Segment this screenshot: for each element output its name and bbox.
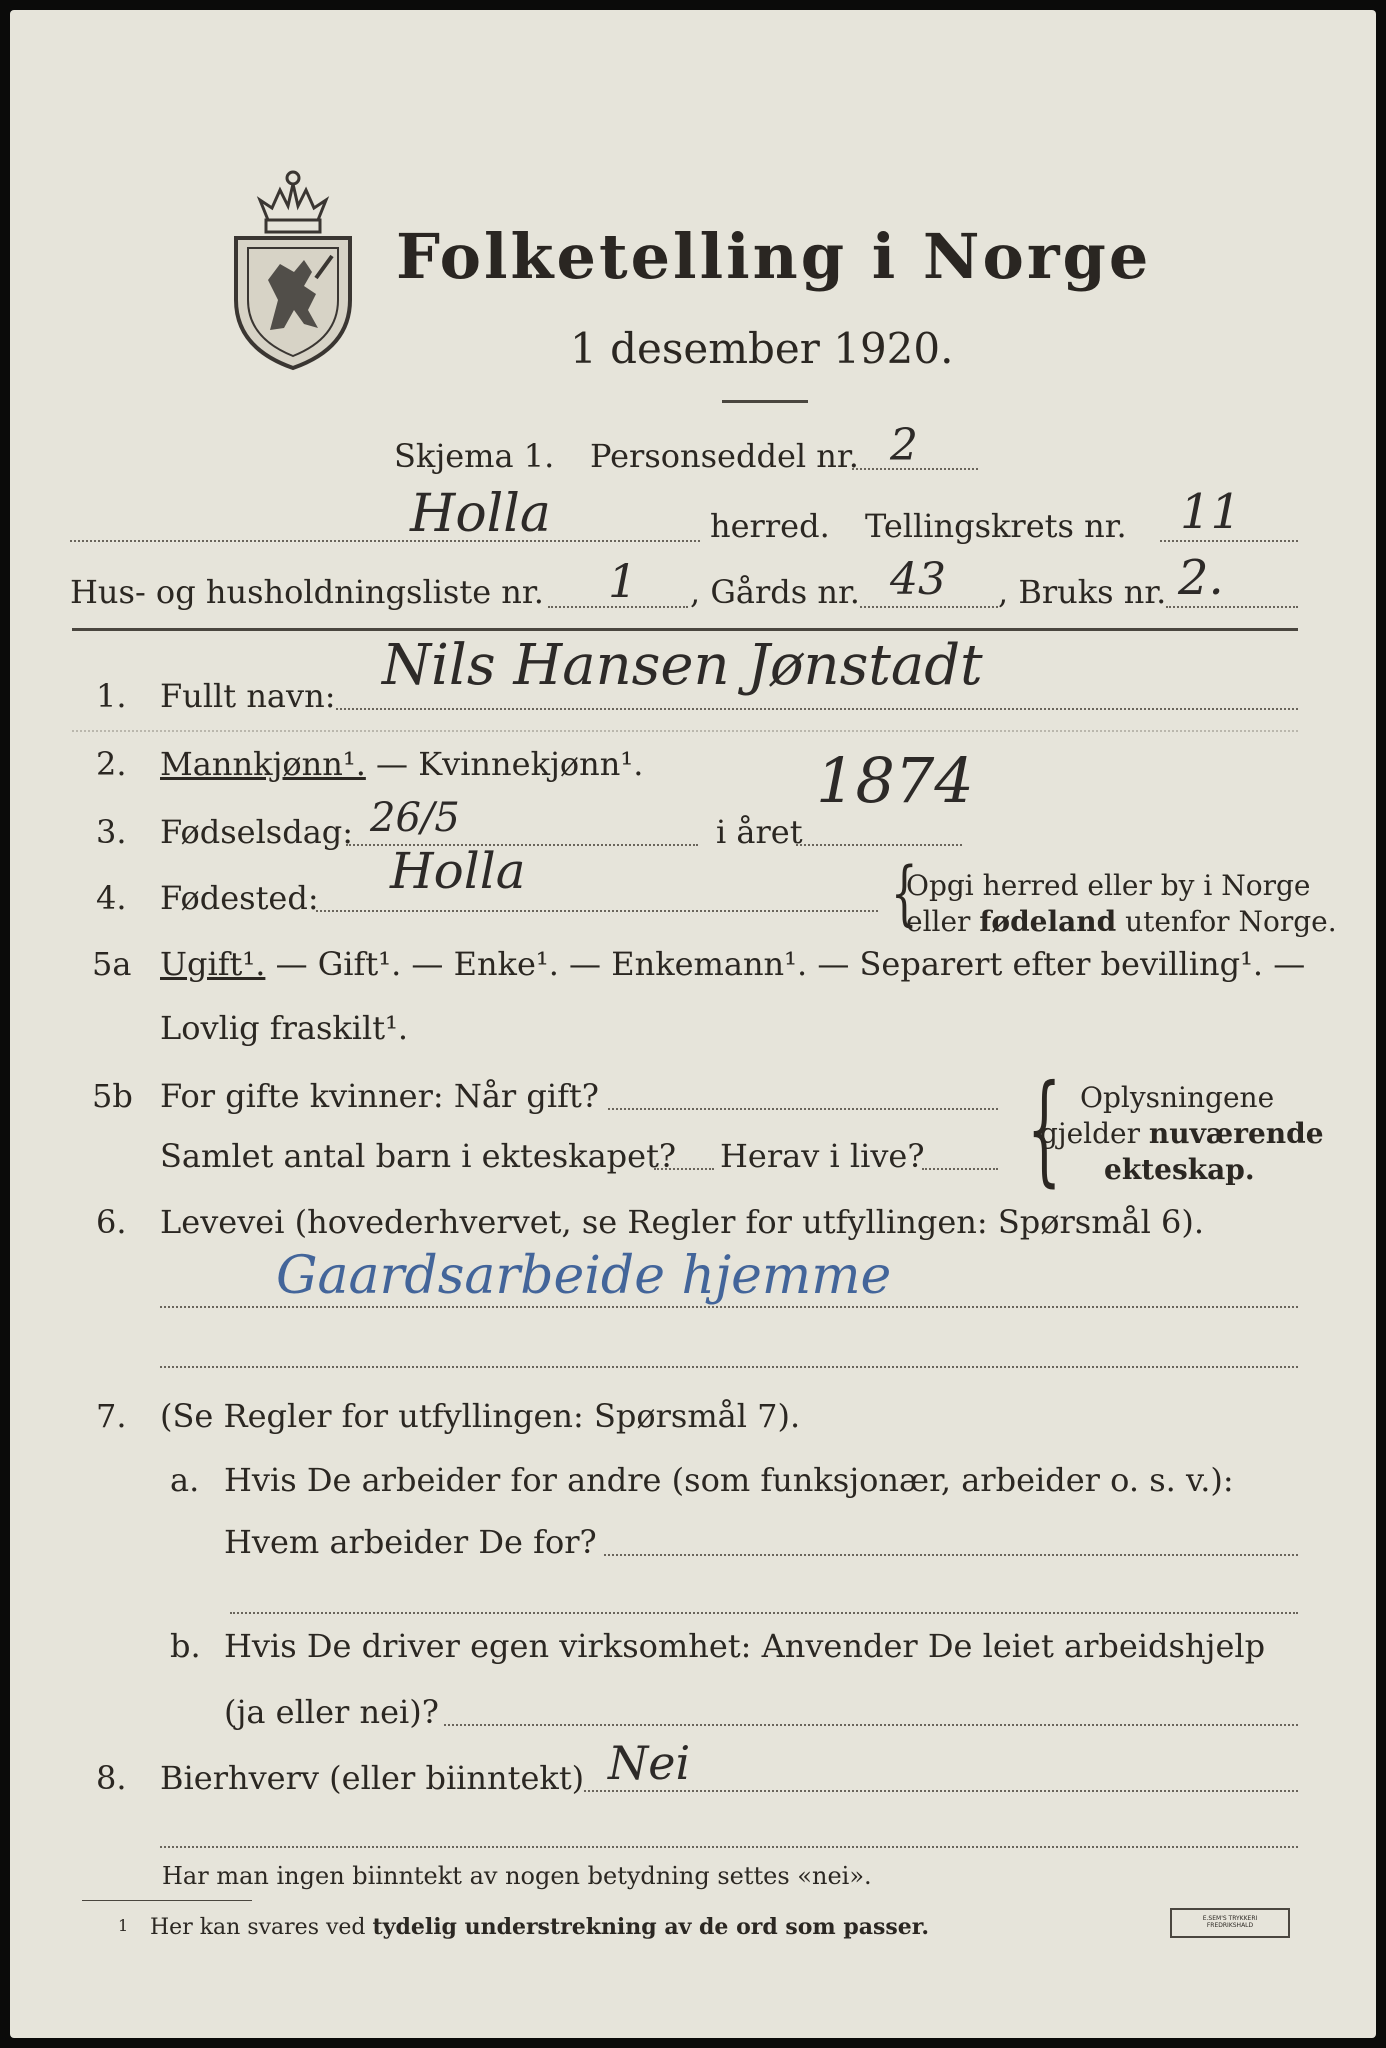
q5a-ugift: Ugift¹.	[160, 945, 266, 983]
personseddel-label: Personseddel nr.	[590, 437, 859, 475]
header-rule	[72, 628, 1298, 631]
q6-number: 6.	[96, 1203, 127, 1241]
tellingskrets-label: Tellingskrets nr.	[865, 507, 1127, 545]
q8-line	[584, 1790, 1298, 1792]
q5b-brace: {	[1026, 1060, 1062, 1199]
q7b-line2: (ja eller nei)?	[224, 1693, 439, 1731]
q5a-number: 5a	[92, 945, 132, 983]
q1-label: Fullt navn:	[160, 677, 336, 715]
q5b-number: 5b	[92, 1077, 133, 1115]
q2-female: Kvinnekjønn¹.	[418, 745, 644, 783]
q7a-line3	[230, 1612, 1298, 1614]
bruks-value: 2.	[1178, 550, 1224, 606]
q1-value: Nils Hansen Jønstadt	[382, 633, 983, 698]
herred-value: Holla	[410, 484, 551, 544]
q5b-line1-fill	[608, 1108, 998, 1110]
q4-note-1: Opgi herred eller by i Norge	[906, 869, 1311, 902]
bruks-label: , Bruks nr.	[998, 573, 1167, 611]
q7a-line1: Hvis De arbeider for andre (som funksjonær, arbeider o. s. v.):	[224, 1461, 1234, 1499]
q7b-line2-fill	[444, 1724, 1298, 1726]
q5b-line2-fill	[654, 1168, 714, 1170]
census-form	[10, 10, 1376, 2038]
q7b-line1: Hvis De driver egen virksomhet: Anvender De leiet arbeidshjelp	[224, 1627, 1266, 1665]
form-title: Folketelling i Norge	[396, 220, 1152, 293]
q4-note-2: eller fødeland utenfor Norge.	[906, 905, 1337, 938]
footnote-text: Her kan svares ved tydelig understrekning av de ord som passer.	[150, 1914, 930, 1940]
q3-year-value: 1874	[816, 744, 974, 817]
q5a-line2: Lovlig fraskilt¹.	[160, 1009, 409, 1047]
q7-label: (Se Regler for utfyllingen: Spørsmål 7).	[160, 1397, 801, 1435]
form-date: 1 desember 1920.	[570, 324, 954, 373]
title-rule	[722, 400, 808, 403]
q7-number: 7.	[96, 1397, 127, 1435]
q8-label: Bierhverv (eller biinntekt)	[160, 1759, 585, 1797]
q5b-line1: For gifte kvinner: Når gift?	[160, 1077, 599, 1115]
q4-label: Fødested:	[160, 879, 319, 917]
q4-brace: {	[890, 852, 918, 934]
printer-stamp: E.SEM'S TRYKKERI FREDRIKSHALD	[1170, 1908, 1290, 1938]
q3-year-line	[796, 844, 962, 846]
nei-note: Har man ingen biinntekt av nogen betydning settes «nei».	[162, 1862, 872, 1890]
q7a-line2: Hvem arbeider De for?	[224, 1523, 597, 1561]
gards-line	[860, 606, 998, 608]
q2-male: Mannkjønn¹.	[160, 745, 366, 783]
footnote-rule	[82, 1900, 252, 1901]
q7a-letter: a.	[170, 1461, 200, 1499]
q4-number: 4.	[96, 879, 127, 917]
tellingskrets-value: 11	[1180, 484, 1242, 540]
skjema-label: Skjema 1.	[394, 437, 555, 475]
q2-separator: —	[365, 745, 419, 783]
bruks-line	[1166, 606, 1298, 608]
q2-options	[160, 745, 644, 783]
hus-label: Hus- og husholdningsliste nr.	[70, 573, 544, 611]
q2-number: 2.	[96, 745, 127, 783]
q7a-line2-fill	[604, 1554, 1298, 1556]
q8-line-2	[160, 1846, 1298, 1848]
q8-number: 8.	[96, 1759, 127, 1797]
q5b-line2b: Herav i live?	[720, 1137, 925, 1175]
q6-value: Gaardsarbeide hjemme	[276, 1246, 892, 1306]
q3-value: 26/5	[370, 795, 460, 841]
q8-value: Nei	[608, 1736, 691, 1790]
q1-line	[336, 708, 1298, 710]
q3-year-label: i året	[716, 813, 803, 851]
herred-line	[70, 540, 700, 542]
footnote-mark: 1	[118, 1916, 129, 1935]
gards-value: 43	[890, 554, 946, 605]
q6-line-2	[160, 1366, 1298, 1368]
q5b-line2b-fill	[922, 1168, 998, 1170]
q4-value: Holla	[390, 842, 526, 900]
q1-number: 1.	[96, 677, 127, 715]
gards-label: , Gårds nr.	[690, 573, 860, 611]
personseddel-value: 2	[890, 420, 918, 471]
q5b-line2a: Samlet antal barn i ekteskapet?	[160, 1137, 677, 1175]
q6-line-1	[160, 1306, 1298, 1308]
hus-value: 1	[608, 554, 638, 608]
q6-label: Levevei (hovederhvervet, se Regler for utfyllingen: Spørsmål 6).	[160, 1203, 1205, 1241]
tellingskrets-line	[1160, 540, 1298, 542]
q1-line-2	[72, 730, 1298, 732]
q5a-options: Ugift¹. — Gift¹. — Enke¹. — Enkemann¹. — Separert efter bevilling¹. —	[160, 945, 1306, 983]
q3-label: Fødselsdag:	[160, 813, 354, 851]
q5b-note-1: Oplysningene	[1080, 1081, 1275, 1114]
coat-of-arms-icon	[228, 160, 358, 372]
q3-number: 3.	[96, 813, 127, 851]
herred-label: herred.	[710, 507, 830, 545]
q7b-letter: b.	[170, 1627, 201, 1665]
q5b-note-2: gjelder nuværende	[1040, 1117, 1324, 1150]
q4-line	[316, 910, 878, 912]
q5b-note-3: ekteskap.	[1104, 1153, 1255, 1186]
